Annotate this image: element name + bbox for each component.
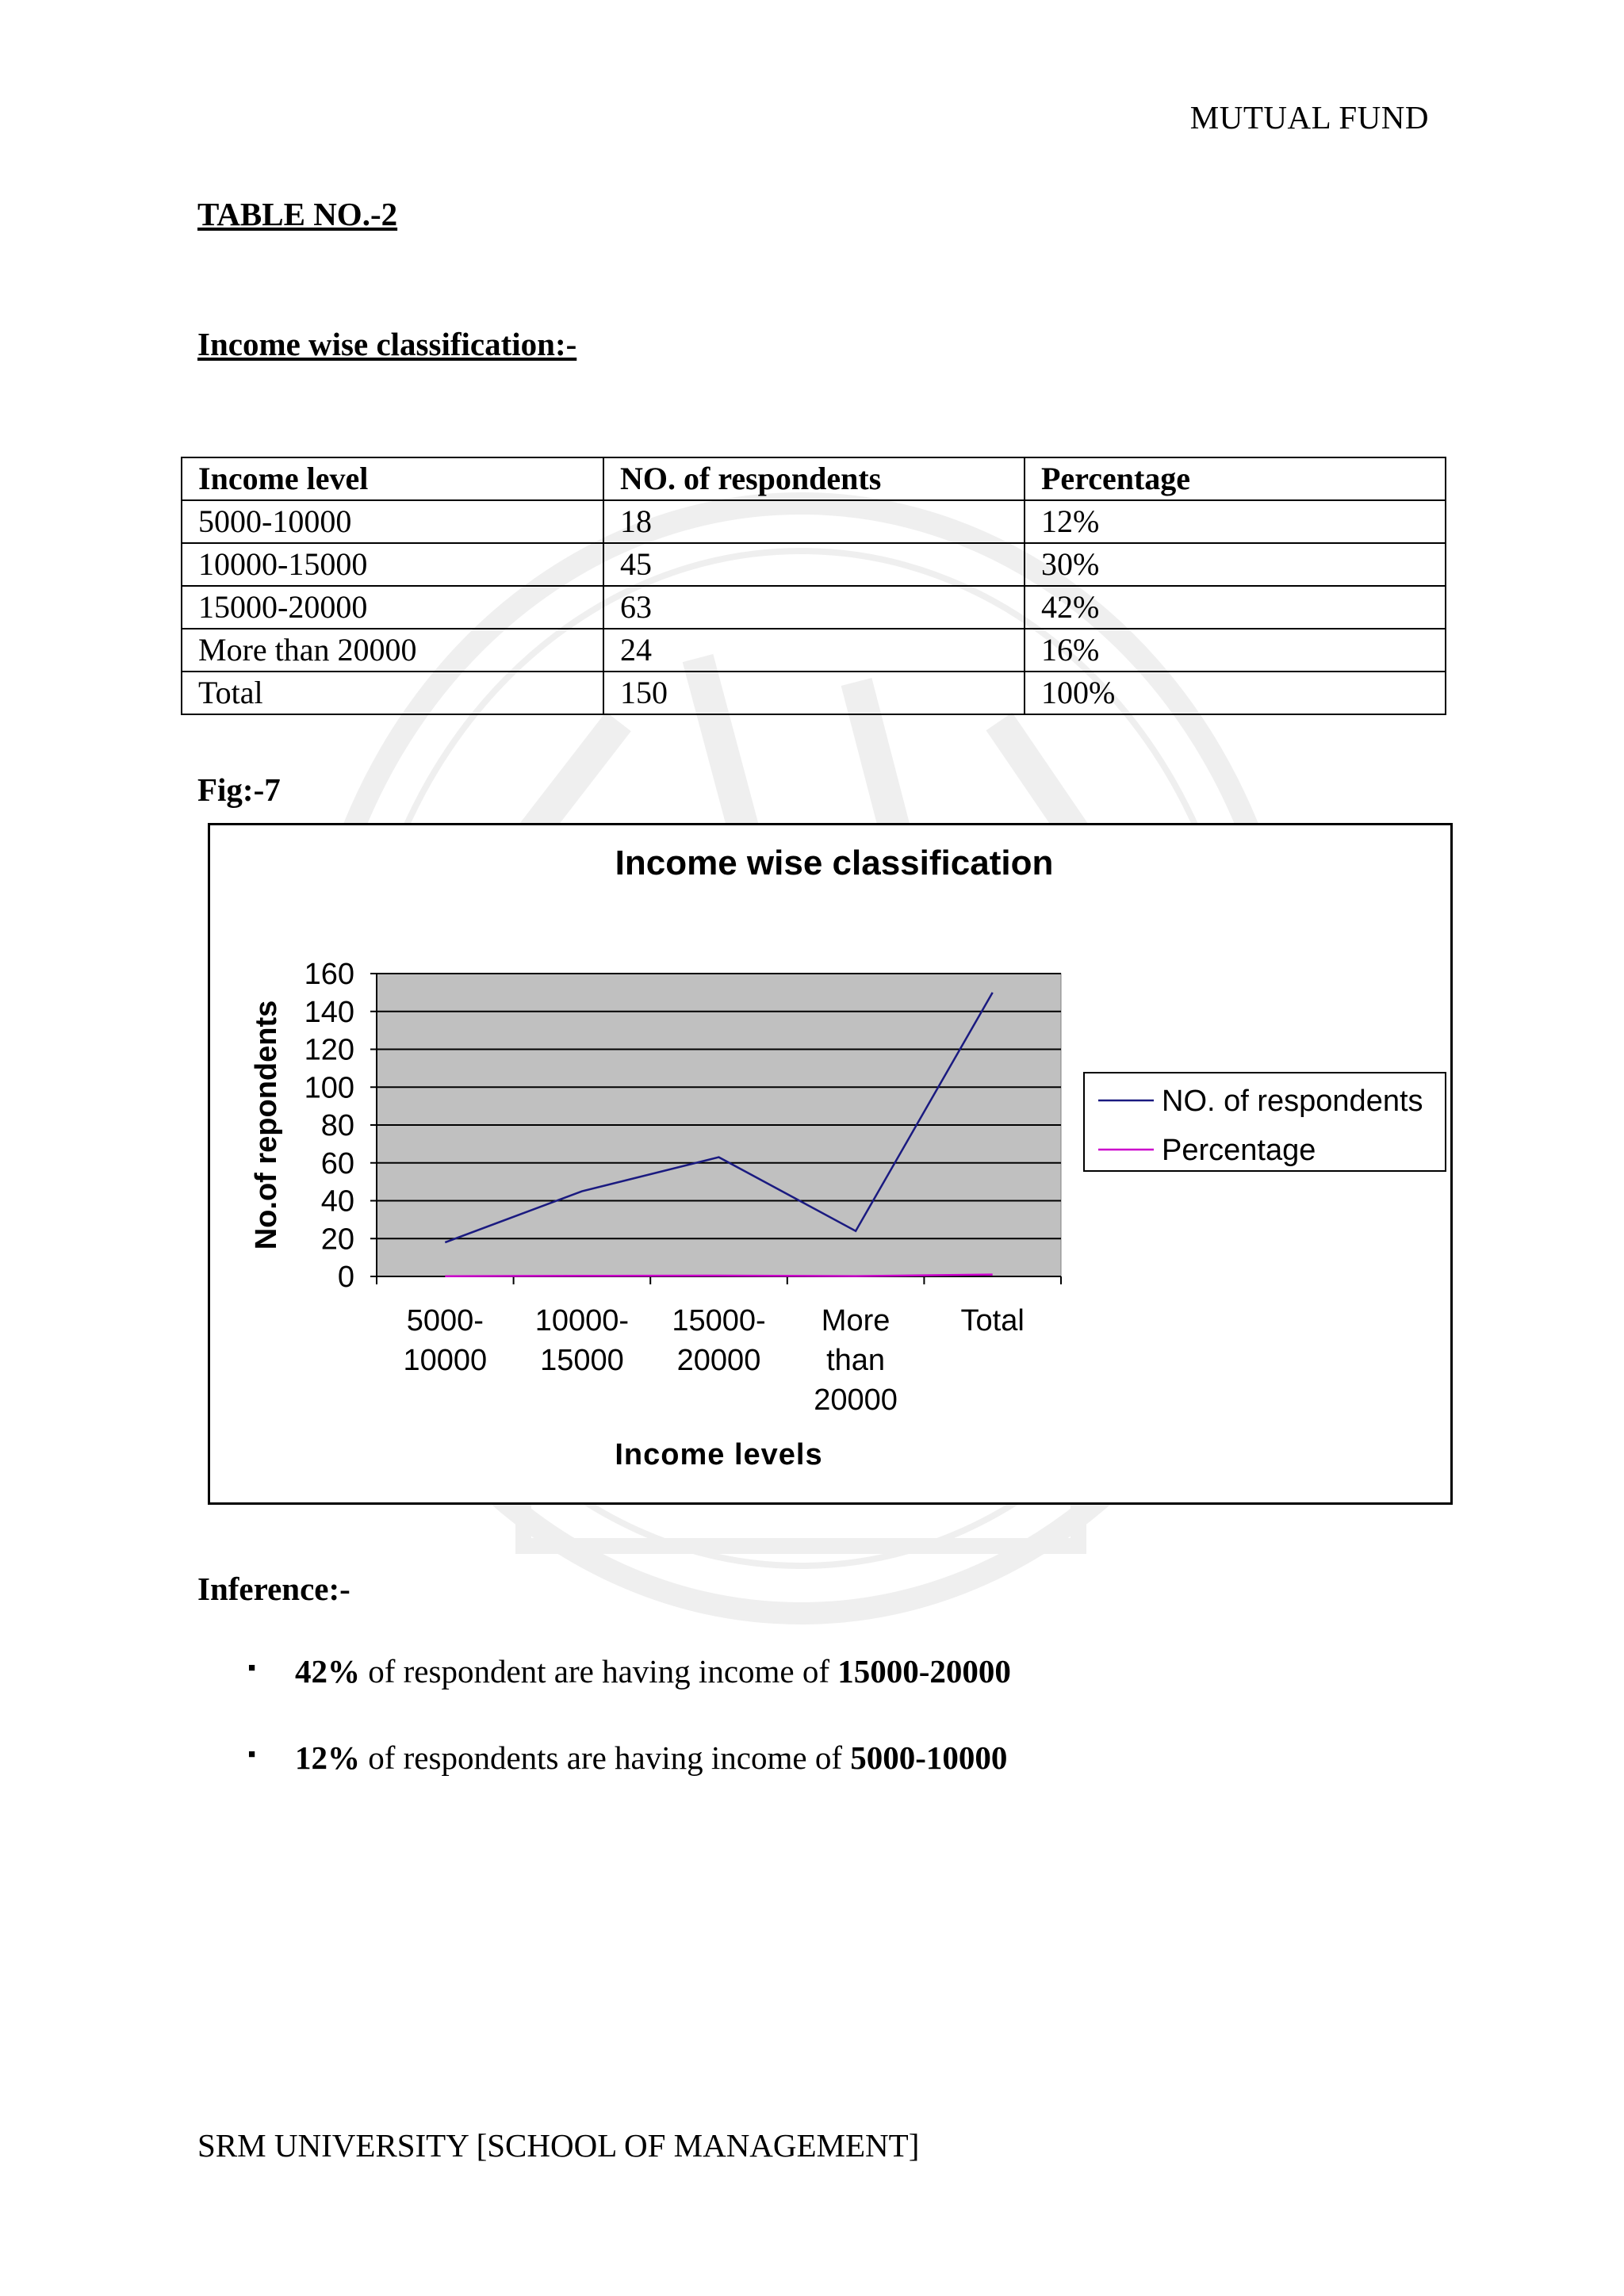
y-axis-label: No.of repondents xyxy=(250,1000,283,1250)
inference-bullet xyxy=(295,1652,1011,1690)
line-chart xyxy=(210,825,1450,1502)
table-cell: 42% xyxy=(1025,586,1446,629)
table-cell: 12% xyxy=(1025,500,1446,543)
x-tick-label: 20000 xyxy=(676,1344,761,1377)
inference-bullet-tail: 15000-20000 xyxy=(837,1653,1011,1689)
table-header-cell: NO. of respondents xyxy=(603,457,1025,500)
inference-bullet-tail: 5000-10000 xyxy=(850,1739,1008,1776)
y-tick-label: 80 xyxy=(320,1109,354,1142)
y-tick-label: 60 xyxy=(320,1146,354,1181)
table-cell: Total xyxy=(182,672,603,714)
table-cell: More than 20000 xyxy=(182,629,603,672)
figure-label: Fig:-7 xyxy=(197,771,281,808)
table-row xyxy=(182,629,1446,672)
table-header-row xyxy=(182,457,1446,500)
table-cell: 10000-15000 xyxy=(182,543,603,586)
y-tick-label: 20 xyxy=(320,1223,354,1257)
y-tick-label: 0 xyxy=(337,1261,354,1294)
chart-title: Income wise classification xyxy=(615,844,1054,882)
inference-bullet-lead: 12% xyxy=(295,1739,360,1776)
table-cell: 18 xyxy=(603,500,1025,543)
y-tick-label: 40 xyxy=(320,1184,354,1219)
chart-frame xyxy=(208,823,1453,1505)
table-header-cell: Income level xyxy=(182,457,603,500)
x-tick-label: More xyxy=(821,1304,891,1337)
inference-bullet xyxy=(295,1739,1007,1777)
x-tick-label: 10000 xyxy=(403,1344,488,1377)
table-row xyxy=(182,672,1446,714)
x-tick-label: 15000- xyxy=(672,1304,766,1337)
table-cell: 24 xyxy=(603,629,1025,672)
legend-label: NO. of respondents xyxy=(1162,1085,1423,1118)
bullet-square-icon: ■ xyxy=(248,1662,256,1674)
section-title: Income wise classification:- xyxy=(197,326,577,362)
inference-title: Inference:- xyxy=(197,1571,350,1607)
x-tick-label: 10000- xyxy=(534,1304,630,1337)
table-header-cell: Percentage xyxy=(1025,457,1446,500)
table-cell: 30% xyxy=(1025,543,1446,586)
y-tick-label: 140 xyxy=(304,995,354,1029)
inference-bullet-text: of respondent are having income of xyxy=(360,1653,838,1689)
table-cell: 16% xyxy=(1025,629,1446,672)
table-cell: 15000-20000 xyxy=(182,586,603,629)
table-cell: 5000-10000 xyxy=(182,500,603,543)
x-tick-label: 5000- xyxy=(406,1304,484,1337)
bullet-square-icon: ■ xyxy=(248,1748,256,1761)
table-row xyxy=(182,500,1446,543)
x-tick-label: 20000 xyxy=(814,1383,898,1417)
y-tick-label: 160 xyxy=(304,958,354,991)
page-footer: SRM UNIVERSITY [SCHOOL OF MANAGEMENT] xyxy=(197,2127,920,2164)
table-number-heading: TABLE NO.-2 xyxy=(197,196,398,232)
running-header: MUTUAL FUND xyxy=(1189,99,1429,136)
table-cell: 45 xyxy=(603,543,1025,586)
inference-bullet-lead: 42% xyxy=(295,1653,360,1689)
table-cell: 63 xyxy=(603,586,1025,629)
table-cell: 150 xyxy=(603,672,1025,714)
income-table xyxy=(181,457,1446,715)
table-cell: 100% xyxy=(1025,672,1446,714)
table-row xyxy=(182,543,1446,586)
x-axis-label: Income levels xyxy=(615,1438,823,1471)
x-tick-label: than xyxy=(826,1344,886,1377)
inference-bullet-text: of respondents are having income of xyxy=(360,1739,851,1776)
table-row xyxy=(182,586,1446,629)
legend-label: Percentage xyxy=(1162,1134,1316,1167)
x-tick-label: 15000 xyxy=(540,1344,624,1377)
y-tick-label: 100 xyxy=(304,1071,354,1105)
y-tick-label: 120 xyxy=(304,1033,354,1067)
x-tick-label: Total xyxy=(960,1304,1025,1337)
